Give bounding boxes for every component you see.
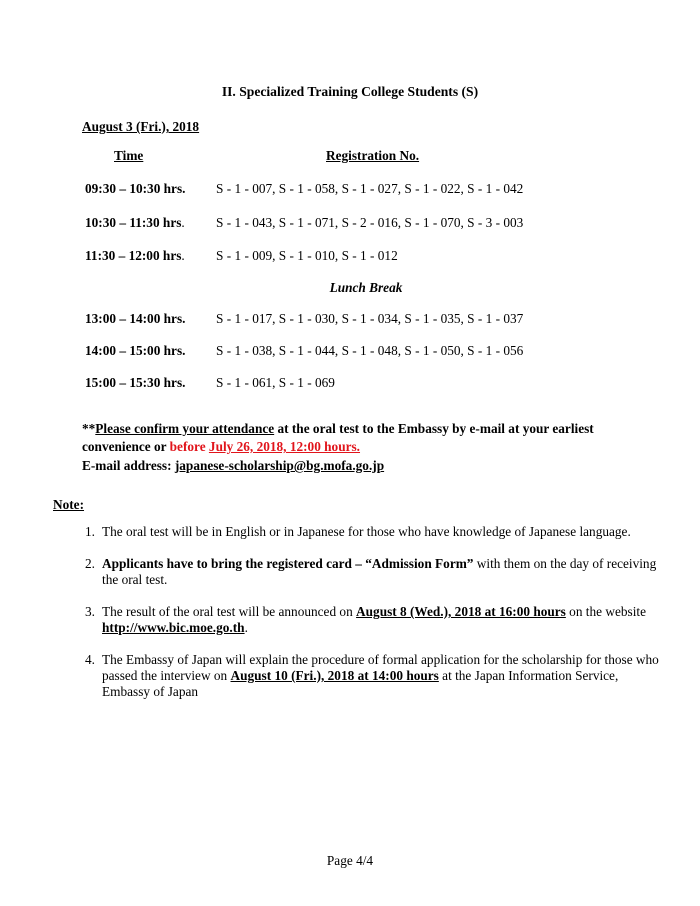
page-title: II. Specialized Training College Students (S) — [221, 84, 479, 99]
note-item: The oral test will be in English or in Japanese for those who have knowledge of Japanese language. — [102, 524, 631, 539]
exam-date: August 3 (Fri.), 2018 — [82, 119, 200, 134]
schedule-registrations: S - 1 - 009, S - 1 - 010, S - 1 - 012 — [216, 248, 398, 263]
note-item: The result of the oral test will be announced on August 8 (Wed.), 2018 at 16:00 hours on the website http://www.bic.moe.go.th. — [102, 604, 646, 635]
schedule-time: 09:30 – 10:30 hrs. — [85, 181, 186, 196]
lunch-break: Lunch Break — [329, 280, 403, 295]
attendance-confirmation: **Please confirm your attendance at the oral test to the Embassy by e-mail at your earliest convenience or before July 26, 2018, 12:00 hours. — [82, 421, 594, 454]
schedule-time: 15:00 – 15:30 hrs. — [85, 375, 186, 390]
note-number: 2. — [85, 556, 95, 571]
schedule-time: 14:00 – 15:00 hrs. — [85, 343, 186, 358]
schedule-registrations: S - 1 - 007, S - 1 - 058, S - 1 - 027, S - 1 - 022, S - 1 - 042 — [216, 181, 524, 196]
schedule-registrations: S - 1 - 017, S - 1 - 030, S - 1 - 034, S - 1 - 035, S - 1 - 037 — [216, 311, 524, 326]
deadline: July 26, 2018, 12:00 hours. — [208, 439, 361, 454]
note-heading: Note: — [53, 497, 85, 512]
email-line: E-mail address: japanese-scholarship@bg.mofa.go.jp — [82, 458, 385, 473]
note-item: Applicants have to bring the registered card – “Admission Form” with them on the day of receiving the oral test. — [102, 556, 657, 587]
schedule-registrations: S - 1 - 038, S - 1 - 044, S - 1 - 048, S - 1 - 050, S - 1 - 056 — [216, 343, 524, 358]
registration-column-header: Registration No. — [326, 148, 420, 163]
page-number: Page 4/4 — [326, 853, 374, 868]
note-item: The Embassy of Japan will explain the procedure of formal application for the scholarship for those who passed the interview on August 10 (Fri.), 2018 at 14:00 hours at the Japan Information Service, Embassy of Japan — [102, 652, 659, 699]
note-number: 3. — [85, 604, 95, 619]
email-address-link[interactable]: japanese-scholarship@bg.mofa.go.jp — [174, 458, 385, 473]
website-link[interactable]: http://www.bic.moe.go.th — [102, 620, 245, 635]
schedule-time: 10:30 – 11:30 hrs. — [85, 215, 185, 230]
note-number: 1. — [85, 524, 95, 539]
schedule-time: 13:00 – 14:00 hrs. — [85, 311, 186, 326]
schedule-registrations: S - 1 - 061, S - 1 - 069 — [216, 375, 335, 390]
time-column-header: Time — [114, 148, 144, 163]
schedule-time: 11:30 – 12:00 hrs. — [85, 248, 185, 263]
schedule-registrations: S - 1 - 043, S - 1 - 071, S - 2 - 016, S - 1 - 070, S - 3 - 003 — [216, 215, 524, 230]
note-number: 4. — [85, 652, 95, 667]
